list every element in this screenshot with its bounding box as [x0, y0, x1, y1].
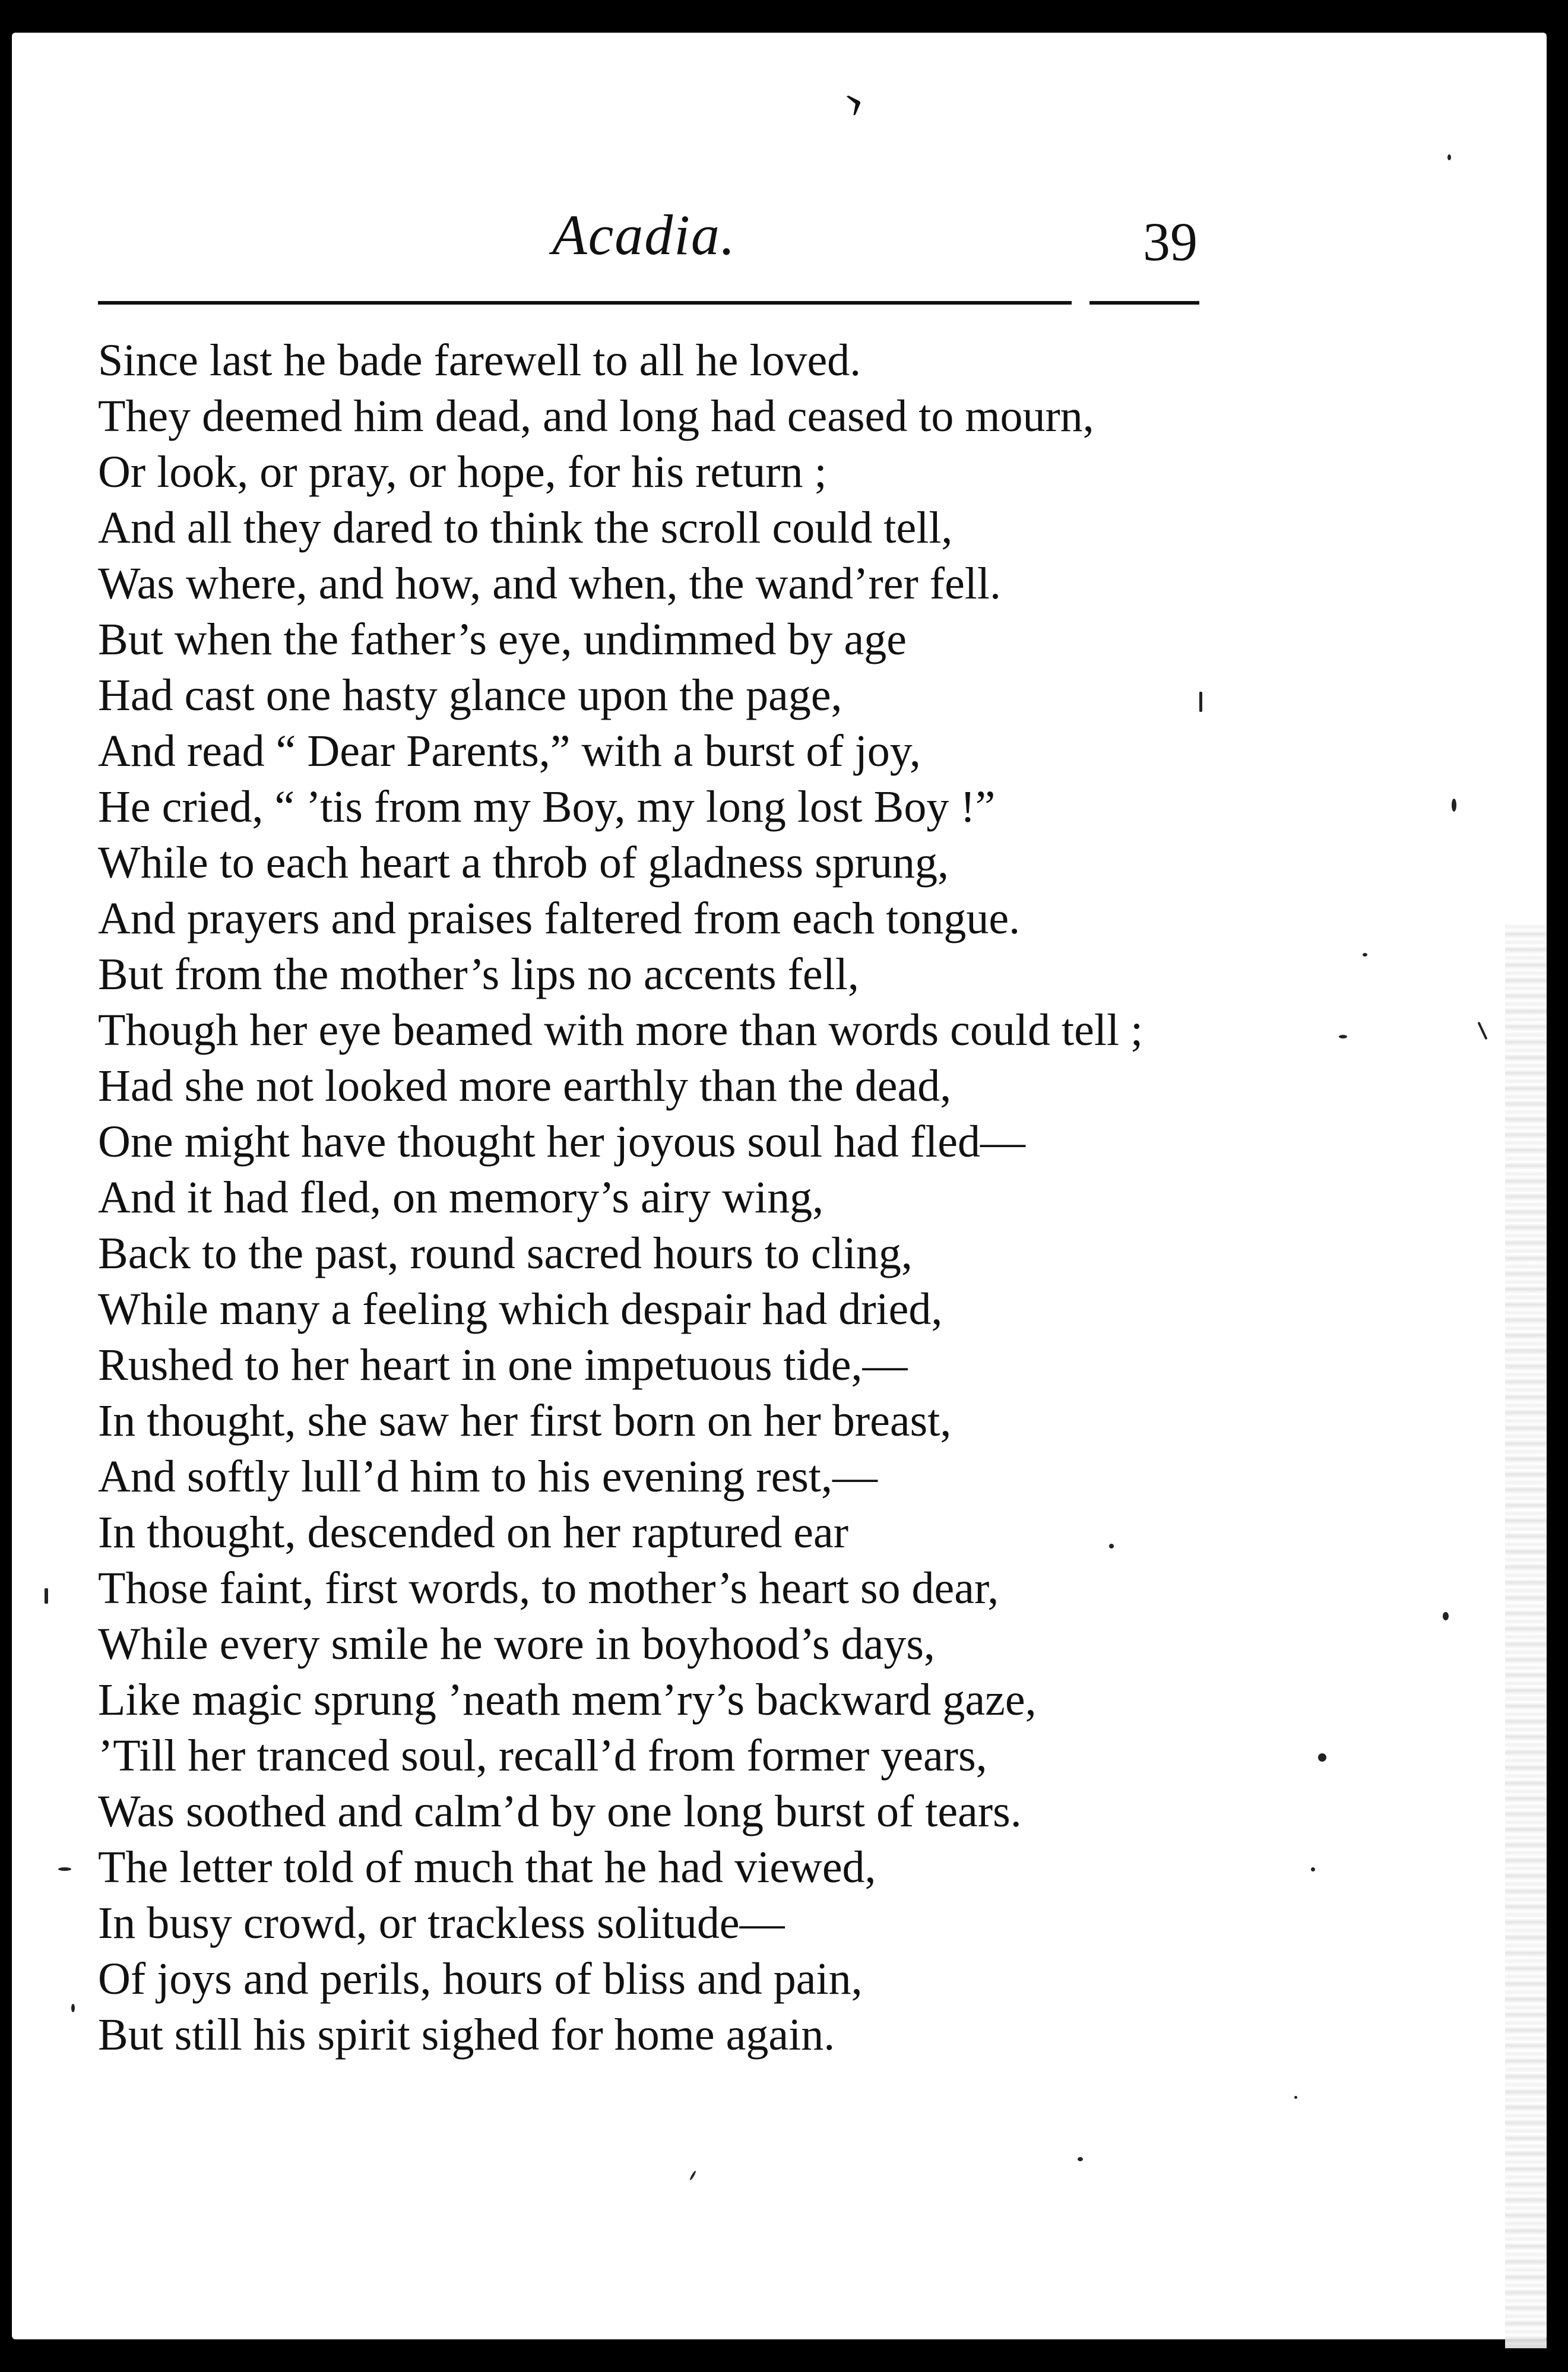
poem-line: Like magic sprung ’neath mem’ry’s backward gaze,	[98, 1675, 1037, 1725]
scan-speck	[1109, 1544, 1114, 1548]
scan-speck	[1311, 1867, 1315, 1871]
poem-line: While every smile he wore in boyhood’s days,	[98, 1619, 935, 1669]
poem-line: And all they dared to think the scroll could tell,	[98, 503, 953, 553]
poem-line: And read “ Dear Parents,” with a burst of joy,	[98, 726, 921, 776]
poem-line: In thought, descended on her raptured ear	[98, 1508, 849, 1557]
poem-line: Had cast one hasty glance upon the page,	[98, 670, 842, 720]
header-rule-left	[98, 301, 1072, 305]
poem-line: Was soothed and calm’d by one long burst of tears.	[98, 1787, 1022, 1836]
scan-speck	[1318, 1753, 1326, 1762]
poem-line: Rushed to her heart in one impetuous tide,—	[98, 1340, 908, 1390]
scan-speck	[689, 2170, 696, 2181]
book-page	[12, 33, 1547, 2339]
poem-line: In busy crowd, or trackless solitude—	[98, 1898, 785, 1948]
scan-speck	[1294, 2096, 1297, 2099]
poem-line: And softly lull’d him to his evening rest,—	[98, 1452, 878, 1502]
poem-line: Though her eye beamed with more than words could tell ;	[98, 1005, 1143, 1055]
running-title: Acadia.	[552, 203, 736, 267]
scan-speck	[71, 2004, 75, 2012]
poem-line: Or look, or pray, or hope, for his return ;	[98, 447, 827, 497]
scan-speck	[1443, 1612, 1449, 1620]
poem-line: Since last he bade farewell to all he loved.	[98, 335, 861, 385]
poem-line: Had she not looked more earthly than the dead,	[98, 1061, 952, 1111]
ink-mark: ›	[834, 68, 872, 130]
poem-line: But when the father’s eye, undimmed by age	[98, 615, 907, 664]
scan-speck	[1078, 2157, 1083, 2161]
poem-line: But from the mother’s lips no accents fell,	[98, 949, 859, 999]
scan-speck	[1477, 1022, 1487, 1040]
scan-speck	[1363, 953, 1367, 957]
scan-speck	[1339, 1035, 1347, 1038]
poem-line: But still his spirit sighed for home again.	[98, 2010, 835, 2060]
poem-line: In thought, she saw her first born on her breast,	[98, 1396, 952, 1446]
poem-line: One might have thought her joyous soul had fled—	[98, 1117, 1025, 1167]
poem-line: While many a feeling which despair had dried,	[98, 1284, 943, 1334]
scan-edge-shading	[1505, 923, 1547, 2348]
poem-line: Those faint, first words, to mother’s heart so dear,	[98, 1563, 999, 1613]
poem-line: While to each heart a throb of gladness sprung,	[98, 838, 949, 888]
poem-line: He cried, “ ’tis from my Boy, my long lost Boy !”	[98, 782, 996, 832]
poem-line: They deemed him dead, and long had ceased to mourn,	[98, 391, 1094, 441]
scan-speck	[58, 1867, 71, 1871]
poem-line: The letter told of much that he had viewed,	[98, 1842, 876, 1892]
scan-speck	[45, 1588, 48, 1604]
page-number: 39	[1143, 211, 1198, 272]
poem-line: And prayers and praises faltered from each tongue.	[98, 894, 1021, 943]
scan-speck	[1452, 799, 1456, 812]
running-header	[12, 202, 1547, 285]
header-rule-right	[1089, 301, 1199, 305]
poem-line: Was where, and how, and when, the wand’rer fell.	[98, 559, 1002, 609]
poem-line: Back to the past, round sacred hours to cling,	[98, 1228, 913, 1278]
scan-speck	[1447, 154, 1451, 160]
poem-line: ’Till her tranced soul, recall’d from former years,	[98, 1731, 987, 1781]
poem-body	[98, 332, 1285, 2063]
poem-line: Of joys and perils, hours of bliss and pain,	[98, 1954, 863, 2004]
poem-line: And it had fled, on memory’s airy wing,	[98, 1173, 824, 1223]
scan-speck	[1199, 692, 1202, 712]
